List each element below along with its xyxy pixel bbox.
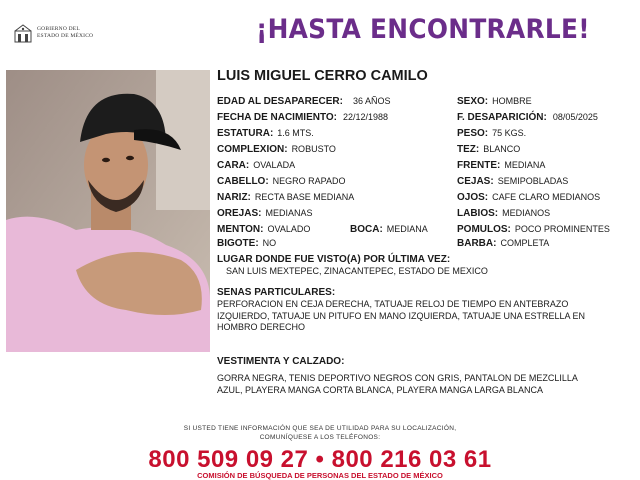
field-label: SEXO: xyxy=(457,96,489,107)
footer-note-line-1: SI USTED TIENE INFORMACIÓN QUE SEA DE UTILIDAD PARA SU LOCALIZACIÓN, xyxy=(183,425,457,432)
phone-numbers: 800 509 09 27 • 800 216 03 61 xyxy=(148,446,492,473)
commission-name: COMISIÓN DE BÚSQUEDA DE PERSONAS DEL ESTADO DE MÉXICO xyxy=(197,471,443,480)
field-label: FRENTE: xyxy=(457,160,501,171)
gov-line-1: GOBIERNO DEL xyxy=(37,26,80,32)
field-value: 36 AÑOS xyxy=(352,96,391,106)
field-label: MENTON: xyxy=(217,224,264,235)
field-cabello xyxy=(217,176,346,187)
field-value: MEDIANA xyxy=(504,160,546,170)
field-value: 22/12/1988 xyxy=(343,112,389,122)
field-nacimiento xyxy=(217,112,388,123)
field-cejas xyxy=(457,176,568,187)
footer-note-line-2: COMUNÍQUESE A LOS TELÉFONOS: xyxy=(259,434,381,441)
field-label: POMULOS: xyxy=(457,224,511,235)
person-photo-illustration xyxy=(6,70,210,352)
clothing-text: GORRA NEGRA, TENIS DEPORTIVO NEGROS CON GRIS, PANTALON DE MEZCLILLA AZUL, PLAYERA MANGA CORTA BLANCA, PLAYERA MANGA LARGA BLANCA xyxy=(217,373,578,395)
field-orejas xyxy=(217,208,312,219)
field-label: FECHA DE NACIMIENTO: xyxy=(217,112,337,123)
field-label: ESTATURA: xyxy=(217,128,274,139)
field-tez xyxy=(457,144,520,155)
missing-person-photo xyxy=(6,70,210,352)
field-nariz xyxy=(217,192,354,203)
field-label: COMPLEXION: xyxy=(217,144,288,155)
field-label: LABIOS: xyxy=(457,208,499,219)
field-cara xyxy=(217,160,295,171)
field-label: EDAD AL DESAPARECER: xyxy=(217,96,343,107)
field-value: POCO PROMINENTES xyxy=(514,224,610,234)
location-text: SAN LUIS MEXTEPEC, ZINACANTEPEC, ESTADO DE MEXICO xyxy=(226,266,488,276)
location-title: LUGAR DONDE FUE VISTO(A) POR ÚLTIMA VEZ: xyxy=(217,254,451,265)
field-label: TEZ: xyxy=(457,144,480,155)
field-value: MEDIANAS xyxy=(265,208,313,218)
field-label: BARBA: xyxy=(457,238,497,249)
field-estatura xyxy=(217,128,314,139)
field-label: OJOS: xyxy=(457,192,489,203)
field-desaparicion xyxy=(457,112,598,123)
field-barba xyxy=(457,238,549,249)
field-labios xyxy=(457,208,550,219)
marks-title: SENAS PARTICULARES: xyxy=(217,287,336,298)
government-name xyxy=(37,26,93,40)
field-label: OREJAS: xyxy=(217,208,262,219)
field-bigote xyxy=(217,238,276,249)
field-value: 08/05/2025 xyxy=(552,112,598,122)
field-label: NARIZ: xyxy=(217,192,251,203)
field-value: BLANCO xyxy=(483,144,521,154)
field-value: MEDIANA xyxy=(386,224,428,234)
clothing-title: VESTIMENTA Y CALZADO: xyxy=(217,356,345,367)
field-value: 1.6 MTS. xyxy=(277,128,314,138)
government-logo xyxy=(12,22,122,44)
field-label: PESO: xyxy=(457,128,489,139)
field-value: NO xyxy=(262,238,277,248)
field-pomulos xyxy=(457,224,610,235)
field-value: COMPLETA xyxy=(500,238,550,248)
person-name: LUIS MIGUEL CERRO CAMILO xyxy=(217,68,428,84)
field-label: BOCA: xyxy=(350,224,383,235)
field-label: CABELLO: xyxy=(217,176,269,187)
field-menton xyxy=(217,224,310,235)
marks-text: PERFORACION EN CEJA DERECHA, TATUAJE RELOJ DE TIEMPO EN ANTEBRAZO IZQUIERDO, TATUAJE UN PITUFO EN MANO IZQUIERDA, TATUAJE UNA ESTRELLA EN HOMBRO DERECHO xyxy=(217,299,586,332)
field-frente xyxy=(457,160,545,171)
field-value: CAFE CLARO MEDIANOS xyxy=(492,192,601,202)
field-value: OVALADO xyxy=(267,224,311,234)
field-label: CEJAS: xyxy=(457,176,494,187)
field-value: ROBUSTO xyxy=(291,144,336,154)
field-complexion xyxy=(217,144,336,155)
field-value: SEMIPOBLADAS xyxy=(497,176,569,186)
field-sexo xyxy=(457,96,532,107)
state-seal-icon xyxy=(12,22,34,44)
gov-line-2: ESTADO DE MÉXICO xyxy=(37,33,94,39)
field-ojos xyxy=(457,192,600,203)
field-value: OVALADA xyxy=(253,160,296,170)
field-boca xyxy=(350,224,428,235)
field-value: 75 KGS. xyxy=(492,128,527,138)
field-value: RECTA BASE MEDIANA xyxy=(254,192,355,202)
field-edad xyxy=(217,96,390,107)
headline: ¡HASTA ENCONTRARLE! xyxy=(256,14,590,45)
field-peso xyxy=(457,128,526,139)
field-label: F. DESAPARICIÓN: xyxy=(457,112,547,123)
field-value: NEGRO RAPADO xyxy=(272,176,346,186)
field-value: MEDIANOS xyxy=(502,208,551,218)
field-label: CARA: xyxy=(217,160,250,171)
field-label: BIGOTE: xyxy=(217,238,259,249)
field-value: HOMBRE xyxy=(492,96,532,106)
